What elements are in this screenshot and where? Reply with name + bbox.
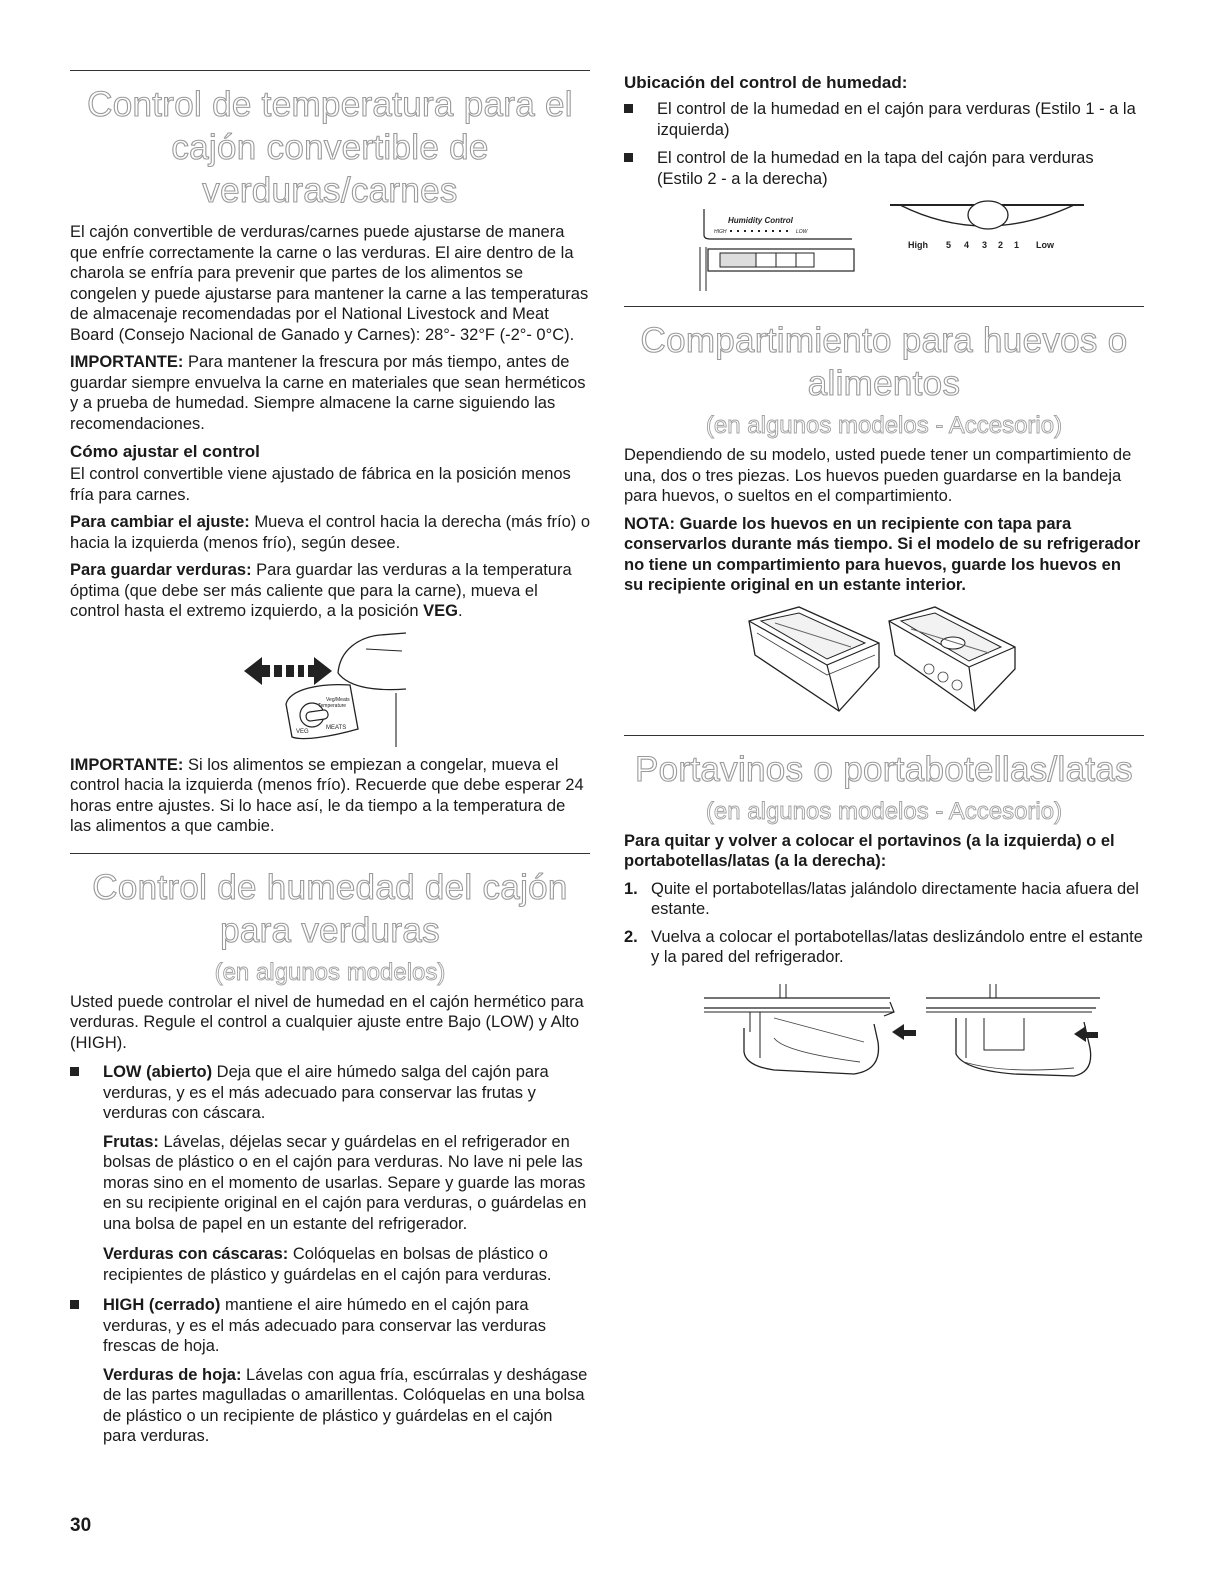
fig-high-small: HIGH xyxy=(714,229,727,235)
page-number: 30 xyxy=(70,1515,92,1536)
section-title-humidity: Control de humedad del cajón para verduras xyxy=(92,867,568,950)
right-column xyxy=(624,70,1144,1088)
style1-text: El control de la humedad en el cajón para verduras (Estilo 1 - a la izquierda) xyxy=(657,100,1136,139)
fruit-label: Frutas: xyxy=(103,1132,159,1151)
nota-text: Guarde los huevos en un recipiente con tapa para conservarlos durante más tiempo. Si el modelo de su refrigerador no tiene un compartimiento para huevos, guarde los huevos en su recipiente original en un estante interior. xyxy=(624,514,1141,594)
veg-position: VEG xyxy=(423,602,458,620)
section-title-eggs: Compartimiento para huevos o alimentos xyxy=(640,321,1128,403)
section-rule xyxy=(70,70,590,71)
change-label: Para cambiar el ajuste: xyxy=(70,513,250,531)
list-item-high xyxy=(70,1295,590,1357)
high-text: mantiene el aire húmedo en el cajón para verduras, y es el más adecuado para conservar las verduras frescas de hoja. xyxy=(103,1296,546,1355)
eggs-intro: Dependiendo de su modelo, usted puede tener un compartimiento de una, dos o tres piezas. Los huevos pueden guardarse en la bandeja para huevos, o sueltos en el compartimiento. xyxy=(624,446,1132,505)
egg-bins-figure xyxy=(739,603,1029,723)
bullet-square-icon xyxy=(70,1067,79,1076)
important2-label: IMPORTANTE: xyxy=(70,755,184,774)
section-rule xyxy=(624,306,1144,307)
howto-heading: Cómo ajustar el control xyxy=(70,442,260,461)
fig-label-temperature: Temperature xyxy=(318,702,347,709)
step-number: 1. xyxy=(624,879,638,898)
humidity-list-2 xyxy=(70,1295,590,1357)
list-item-low xyxy=(70,1062,590,1124)
high-label: HIGH (cerrado) xyxy=(103,1296,221,1314)
important-text: Para mantener la frescura por más tiempo, antes de guardar siempre envuelva la carne en materiales que sean herméticos y a prueba de humedad. Siempre almacene la carne siguiendo las recomendaciones. xyxy=(70,353,586,433)
location-list xyxy=(624,99,1144,189)
scale-high: High xyxy=(908,240,928,250)
peel-text: Colóquelas en bolsas de plástico o recipientes de plástico y guárdelas en el cajón para verduras. xyxy=(103,1245,552,1284)
list-item-style2 xyxy=(624,148,1144,189)
low-text: Deja que el aire húmedo salga del cajón para verduras, y es el más adecuado para conservar las frutas y verduras con cáscara. xyxy=(103,1063,549,1122)
scale-low: Low xyxy=(1036,240,1054,250)
wine-rack-steps xyxy=(624,879,1144,968)
humidity-intro: Usted puede controlar el nivel de humedad en el cajón hermético para verduras. Regule el control a cualquier ajuste entre Bajo (LOW) y Alto (HIGH). xyxy=(70,992,584,1052)
push-arrow-icon xyxy=(892,1024,916,1040)
fruit-text: Lávelas, déjelas secar y guárdelas en el refrigerador en bolsas de plástico o en el cajón para verduras. No lave ni pele las moras sino en el momento de usarlas. Separe y guarde las moras en su recipiente original en el cajón para verduras, o guárdelas en una bolsa de papel en un estante del refrigerador. xyxy=(103,1132,587,1233)
eggs-note xyxy=(624,514,1144,596)
right-arrow-icon xyxy=(308,657,332,685)
scale-4: 4 xyxy=(964,240,970,250)
fig-meats: MEATS xyxy=(326,724,347,731)
step-item xyxy=(624,879,1144,920)
step-text: Quite el portabotellas/latas jalándolo directamente hacia afuera del estante. xyxy=(651,879,1139,918)
scale-5: 5 xyxy=(946,240,952,250)
wine-rack-lead: Para quitar y volver a colocar el portavinos (a la izquierda) o el portabotellas/latas (a la derecha): xyxy=(624,831,1115,870)
leafy-paragraph xyxy=(70,1365,590,1447)
humidity-location-heading: Ubicación del control de humedad: xyxy=(624,73,908,92)
step-item xyxy=(624,927,1144,968)
change-text: Mueva el control hacia la derecha (más frío) o hacia la izquierda (menos frío), según desee. xyxy=(70,513,591,552)
important-note xyxy=(70,352,590,434)
bullet-square-icon xyxy=(624,104,633,113)
veg-text: Para guardar las verduras a la temperatura óptima (que debe ser más caliente que para la carne), mueva el control hasta el extremo izquierdo, a la posición xyxy=(70,561,572,620)
bullet-square-icon xyxy=(624,153,633,162)
scale-2: 2 xyxy=(998,240,1004,250)
section-subtitle-humidity: (en algunos modelos) xyxy=(214,958,446,986)
leafy-text: Lávelas con agua fría, escúrralas y deshágase de las partes magulladas o amarillentas. Colóquelas en una bolsa de plástico o un recipiente de plástico y guárdelas en el cajón para verduras. xyxy=(103,1365,588,1445)
low-label: LOW (abierto) xyxy=(103,1063,213,1081)
leafy-label: Verduras de hoja: xyxy=(103,1365,242,1384)
list-item-style1 xyxy=(624,99,1144,140)
nota-label: NOTA: xyxy=(624,514,676,533)
peel-label: Verduras con cáscaras: xyxy=(103,1245,289,1263)
veg-end: . xyxy=(457,602,463,620)
left-column xyxy=(70,70,590,1454)
fig-label-vegmeats: Veg/Meats xyxy=(326,696,350,703)
fig-veg: VEG xyxy=(296,728,309,735)
left-arrow-icon xyxy=(244,657,270,685)
section-subtitle-wine-rack: (en algunos modelos - Accesorio) xyxy=(705,797,1063,825)
bullet-square-icon xyxy=(70,1300,79,1309)
humidity-list xyxy=(70,1062,590,1124)
section-subtitle-eggs: (en algunos modelos - Accesorio) xyxy=(705,412,1063,439)
scale-1: 1 xyxy=(1014,240,1020,250)
wine-rack-figure xyxy=(664,978,1104,1088)
scale-3: 3 xyxy=(982,240,988,250)
style2-text: El control de la humedad en la tapa del cajón para verduras (Estilo 2 - a la derecha) xyxy=(657,149,1094,188)
section-rule xyxy=(624,735,1144,736)
fig-low-small: LOW xyxy=(796,229,808,235)
step-number: 2. xyxy=(624,927,638,946)
fig-humidity-title: Humidity Control xyxy=(728,216,793,225)
section-rule xyxy=(70,853,590,854)
important-label: IMPORTANTE: xyxy=(70,353,184,371)
change-setting xyxy=(70,512,590,553)
veg-label: Para guardar verduras: xyxy=(70,561,252,579)
section-title-wine-rack: Portavinos o portabotellas/latas xyxy=(635,749,1133,789)
important2-text: Si los alimentos se empiezan a congelar, mueva el control hacia la izquierda (menos frío). Recuerde que debe esperar 24 horas entre ajustes. Si lo hace así, le da tiempo a la temperatura de las alimentos a que cambie. xyxy=(70,755,584,835)
section-title-temperature: Control de temperatura para el cajón convertible de verduras/carnes xyxy=(87,85,573,210)
push-arrow-icon xyxy=(1074,1026,1098,1042)
temperature-intro: El cajón convertible de verduras/carnes puede ajustarse de manera que enfríe correctamente la carne o las verduras. El aire dentro de la charola se enfría para prevenir que partes de los alimentos se congelen y puede ajustarse para mantener la carne a las temperaturas de almacenaje recomendadas por el National Livestock and Meat Board (Consejo Nacional de Ganado y Carnes): 28°- 32°F (-2°- 0°C). xyxy=(70,223,589,344)
humidity-control-figure xyxy=(684,197,1104,292)
important-note-2 xyxy=(70,755,590,837)
temperature-control-figure xyxy=(230,629,430,749)
step-text: Vuelva a colocar el portabotellas/latas deslizándolo entre el estante y la pared del refrigerador. xyxy=(651,927,1143,966)
peel-paragraph xyxy=(70,1244,590,1285)
fruit-paragraph xyxy=(70,1132,590,1235)
howto-text: El control convertible viene ajustado de fábrica en la posición menos fría para carnes. xyxy=(70,465,571,504)
veg-setting xyxy=(70,560,590,622)
